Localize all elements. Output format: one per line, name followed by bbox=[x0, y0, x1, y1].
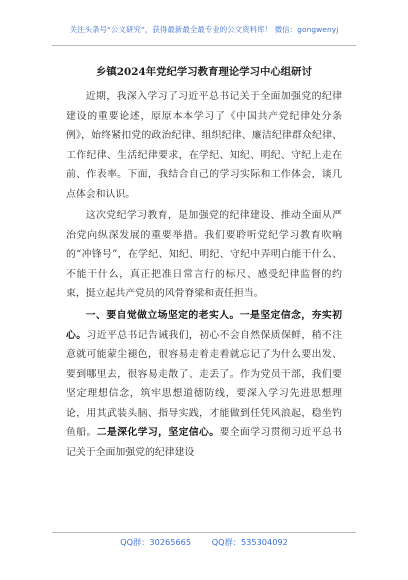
section-lead: 一是坚定信念，夯实初心。 bbox=[66, 310, 342, 341]
footer-qq-1: QQ群：30265665 bbox=[120, 537, 192, 547]
section-text-2: 要全面学习贯彻习近平总书记关于全面加强党的纪律建设 bbox=[66, 427, 342, 458]
header-banner: 关注头条号“公文研究”，获得最新最全最专业的公文资料库！ 微信：gongwenyj bbox=[69, 25, 339, 34]
header-divider bbox=[52, 45, 356, 46]
footer-qq-2: QQ群：535304092 bbox=[211, 537, 288, 547]
footer-divider bbox=[52, 532, 356, 533]
paragraph-1: 近期，我深入学习了习近平总书记关于全面加强党的纪律建设的重要论述，原原本本学习了《中国共产党纪律处分条例》，始终紧扣党的政治纪律、组织纪律、廉洁纪律群众纪律、工作纪律、生活纪律要求，在学纪、知纪、明纪、守纪上走在前、作表率。下面，我结合自己的学习实际和工作体会，谈几点体会和认识。 bbox=[66, 91, 342, 200]
paragraph-2: 这次党纪学习教育，是加强党的纪律建设、推动全面从严治党向纵深发展的重要举措。我们要聆听党纪学习教育吹响的“冲锋号”，在学纪、知纪、明纪、守纪中弄明白能干什么、不能干什么，真正把准日常言行的标尺、感受纪律监督的约束，挺立起共产党员的风骨脊梁和责任担当。 bbox=[66, 210, 342, 300]
footer bbox=[0, 537, 408, 548]
section-lead-2: 二是深化学习，坚定信心。 bbox=[96, 427, 220, 439]
paragraph-3 bbox=[66, 306, 342, 462]
section-text: 习近平总书记告诫我们，初心不会自然保质保鲜，稍不注意就可能蒙尘褪色，很容易走着走着就忘记了为什么要出发、要到哪里去，很容易走散了、走丢了。作为党员干部，我们要坚定理想信念，筑牢思想道德防线，要深入学习先进思想理论，用其武装头脑、指导实践，才能做到任凭风浪起，稳坐钓鱼船。 bbox=[66, 329, 342, 439]
document-body bbox=[66, 87, 342, 462]
section-heading: 一、要自觉做立场坚定的老实人。 bbox=[85, 310, 240, 322]
document-title: 乡镇2024年党纪学习教育理论学习中心组研讨 bbox=[96, 66, 312, 78]
